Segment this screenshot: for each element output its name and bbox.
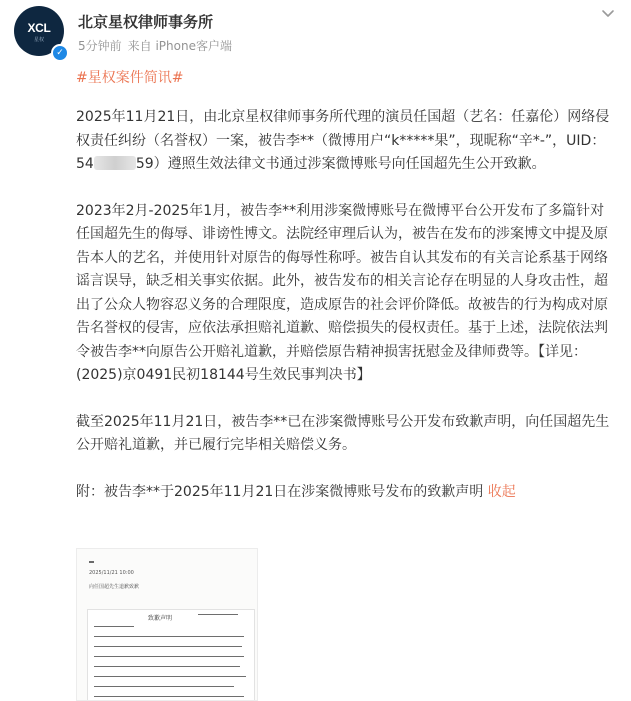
handwriting-line <box>94 666 240 667</box>
doc-mark <box>89 561 94 563</box>
handwriting-line <box>94 656 244 657</box>
doc-date: 2025/11/21 10:00 <box>89 570 134 576</box>
handwriting-line <box>94 696 244 697</box>
collapse-link[interactable]: 收起 <box>487 483 516 500</box>
handwriting-line <box>94 676 246 677</box>
paragraph-4 <box>76 481 616 505</box>
chevron-down-icon <box>600 5 616 21</box>
handwriting-line <box>94 626 134 627</box>
doc-paper <box>87 609 255 701</box>
paragraph-4-text: 附：被告李**于2025年11月21日在涉案微博账号发布的致歉声明 <box>76 483 484 500</box>
paragraph-3: 截至2025年11月21日，被告李**已在涉案微博账号公开发布致歉声明，向任国超先生公开赔礼道歉，并已履行完毕相关赔偿义务。 <box>76 413 610 453</box>
more-options-button[interactable] <box>600 5 616 21</box>
post-content <box>76 106 616 504</box>
verified-badge-icon: ✓ <box>51 44 69 62</box>
handwriting-line <box>94 686 234 687</box>
paragraph-1-text-a: 2025年11月21日，由北京星权律师事务所代理的演员任国超（艺名：任嘉伦）网络侵权责任纠纷（名誉权）一案，被告李**（微博用户“k*****果”，现昵称“辛*-”，UID：54 <box>76 109 610 172</box>
avatar-logo-sub: 星权 <box>33 37 44 43</box>
paragraph-2: 2023年2月-2025年1月，被告李**利用涉案微博账号在微博平台公开发布了多篇针对任国超先生的侮辱、诽谤性博文。法院经审理后认为，被告在发布的涉案博文中提及原告本人的艺名，并使用针对原告的侮辱性称呼。被告自认其发布的有关言论系基于网络谣言误导，缺乏相关事实依据。此外，被告发布的相关言论存在明显的人身攻击性，超出了公众人物容忍义务的合理限度，造成原告的社会评价降低。故被告的行为构成对原告名誉权的侵害，应依法承担赔礼道歉、赔偿损失的侵权责任。基于上述，法院依法判令被告李**向原告公开赔礼道歉，并赔偿原告精神损害抚慰金及律师费等。【详见：(2025)京0491民初18144号生效民事判决书】 <box>76 202 608 383</box>
author-name[interactable]: 北京星权律师事务所 <box>78 13 214 31</box>
handwriting-line <box>94 636 244 637</box>
uid-redacted <box>94 156 136 170</box>
doc-title: 向任国超先生道歉致歉 <box>89 584 140 590</box>
paragraph-1 <box>76 106 616 177</box>
paragraph-1-text-b: 59）遵照生效法律文书通过涉案微博账号向任国超先生公开致歉。 <box>135 156 546 172</box>
avatar-logo-text: XCL <box>27 21 51 35</box>
post-header <box>0 0 631 64</box>
post-time[interactable]: 5分钟前 <box>78 39 122 53</box>
handwriting-line <box>94 646 242 647</box>
doc-paper-title: 致歉声明 <box>148 615 173 622</box>
handwriting-line <box>198 614 238 615</box>
hashtag-link[interactable]: #星权案件简讯# <box>76 70 184 86</box>
apology-image-thumbnail[interactable] <box>76 548 258 701</box>
post-source: 来自 iPhone客户端 <box>127 39 232 53</box>
post-meta <box>78 37 232 54</box>
